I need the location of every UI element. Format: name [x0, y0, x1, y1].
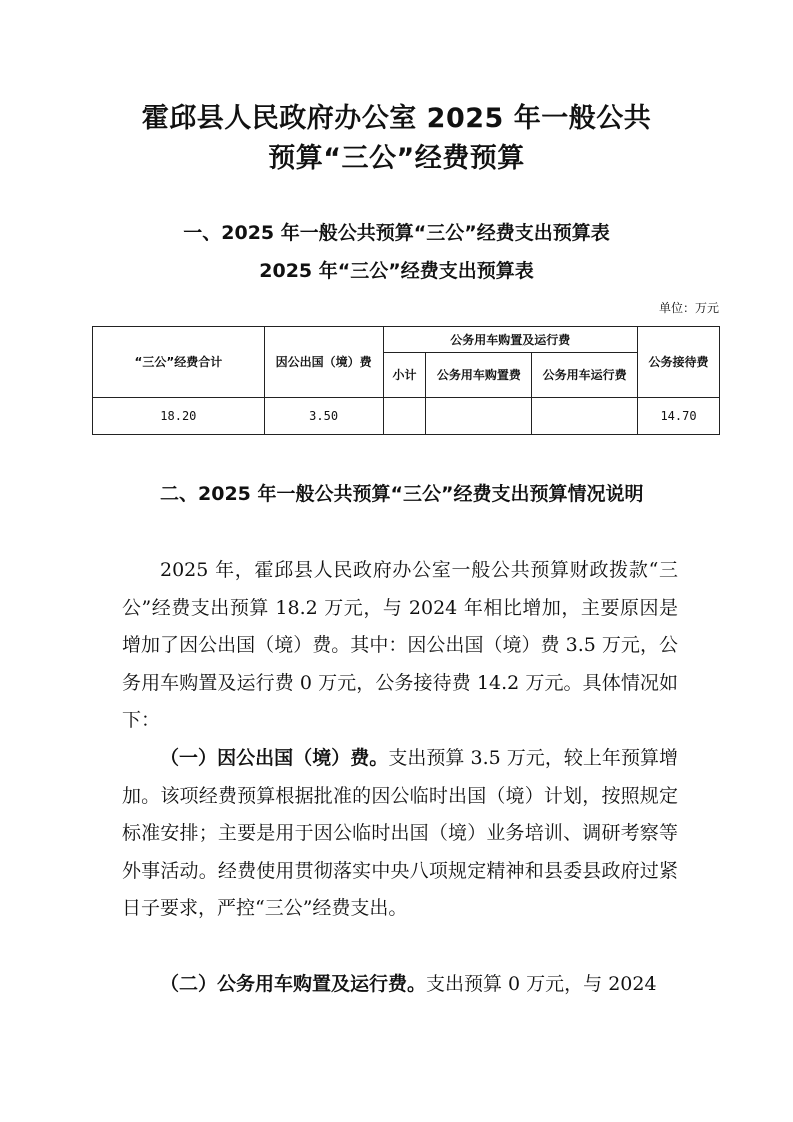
table-header-row1	[93, 327, 720, 353]
item2-paragraph	[122, 966, 678, 1004]
header-subtotal: 小计	[383, 353, 426, 398]
document-title-line2: 预算“三公”经费预算	[268, 143, 525, 174]
section2-intro-paragraph: 2025 年，霍邱县人民政府办公室一般公共预算财政拨款“三公”经费支出预算 18.2 万元，与 2024 年相比增加，主要原因是增加了因公出国（境）费。其中：因公出国（境）费 3.5 万元，公务用车购置及运行费 0 万元，公务接待费 14.2 万元。具体情况如下：	[122, 559, 678, 732]
header-vehicle-purchase: 公务用车购置费	[426, 353, 532, 398]
budget-table	[92, 326, 720, 435]
item2-label: （二）公务用车购置及运行费。	[160, 973, 427, 995]
header-abroad: 因公出国（境）费	[264, 327, 383, 398]
section1-heading: 一、2025 年一般公共预算“三公”经费支出预算表	[183, 222, 610, 244]
item2-text: 支出预算 0 万元，与 2024	[426, 973, 657, 995]
header-vehicle-operation: 公务用车运行费	[532, 353, 638, 398]
cell-reception: 14.70	[638, 398, 720, 435]
unit-label: 单位：万元	[658, 301, 719, 315]
item1-paragraph	[122, 740, 678, 928]
header-reception: 公务接待费	[638, 327, 720, 398]
cell-subtotal	[383, 398, 426, 435]
cell-total: 18.20	[93, 398, 265, 435]
header-vehicle-group: 公务用车购置及运行费	[383, 327, 638, 353]
document-title-line1: 霍邱县人民政府办公室 2025 年一般公共	[141, 103, 652, 134]
cell-vehicle-operation	[532, 398, 638, 435]
item1-text: 支出预算 3.5 万元，较上年预算增加。该项经费预算根据批准的因公临时出国（境）计划，按照规定标准安排；主要是用于因公临时出国（境）业务培训、调研考察等外事活动。经费使用贯彻落实中央八项规定精神和县委县政府过紧日子要求，严控“三公”经费支出。	[122, 747, 678, 920]
header-total: “三公”经费合计	[93, 327, 265, 398]
cell-abroad: 3.50	[264, 398, 383, 435]
table-row	[93, 398, 720, 435]
section2-heading: 二、2025 年一般公共预算“三公”经费支出预算情况说明	[160, 483, 644, 505]
item1-label: （一）因公出国（境）费。	[160, 747, 389, 769]
cell-vehicle-purchase	[426, 398, 532, 435]
table-title: 2025 年“三公”经费支出预算表	[259, 260, 534, 282]
